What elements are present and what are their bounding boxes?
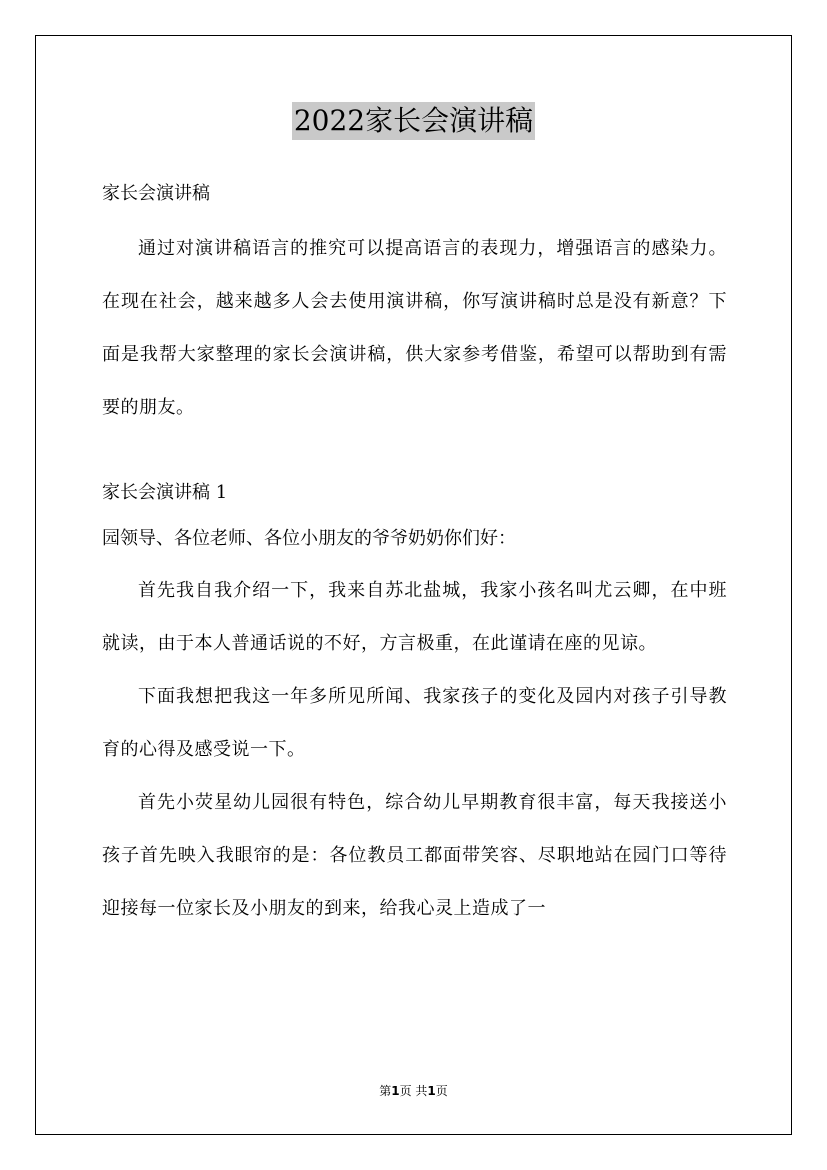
- footer-mid: 页 共: [399, 1084, 428, 1098]
- document-body: [102, 175, 727, 935]
- body-paragraph-1: 首先我自我介绍一下，我来自苏北盐城，我家小孩名叫尤云卿，在中班就读，由于本人普通话说的不好，方言极重，在此谨请在座的见谅。: [102, 580, 727, 654]
- footer-total-pages: 1: [427, 1084, 436, 1098]
- greeting-line: 园领导、各位老师、各位小朋友的爷爷奶奶你们好：: [102, 528, 516, 549]
- footer-page-number: 1: [391, 1084, 400, 1098]
- body-paragraph-2: 下面我想把我这一年多所见所闻、我家孩子的变化及园内对孩子引导教育的心得及感受说一下。: [102, 686, 727, 760]
- document-title: 2022家长会演讲稿: [292, 102, 535, 140]
- page-footer: [0, 1083, 827, 1099]
- footer-suffix: 页: [435, 1084, 448, 1098]
- footer-prefix: 第: [379, 1084, 392, 1098]
- intro-heading: 家长会演讲稿: [102, 183, 210, 204]
- section-heading: 家长会演讲稿 1: [102, 482, 228, 503]
- title-container: [0, 102, 827, 140]
- intro-paragraph: 通过对演讲稿语言的推究可以提高语言的表现力，增强语言的感染力。在现在社会，越来越多人会去使用演讲稿，你写演讲稿时总是没有新意？下面是我帮大家整理的家长会演讲稿，供大家参考借鉴，希望可以帮助到有需要的朋友。: [102, 238, 727, 418]
- body-paragraph-3: 首先小荧星幼儿园很有特色，综合幼儿早期教育很丰富，每天我接送小孩子首先映入我眼帘的是：各位教员工都面带笑容、尽职地站在园门口等待迎接每一位家长及小朋友的到来，给我心灵上造成了一: [102, 792, 727, 919]
